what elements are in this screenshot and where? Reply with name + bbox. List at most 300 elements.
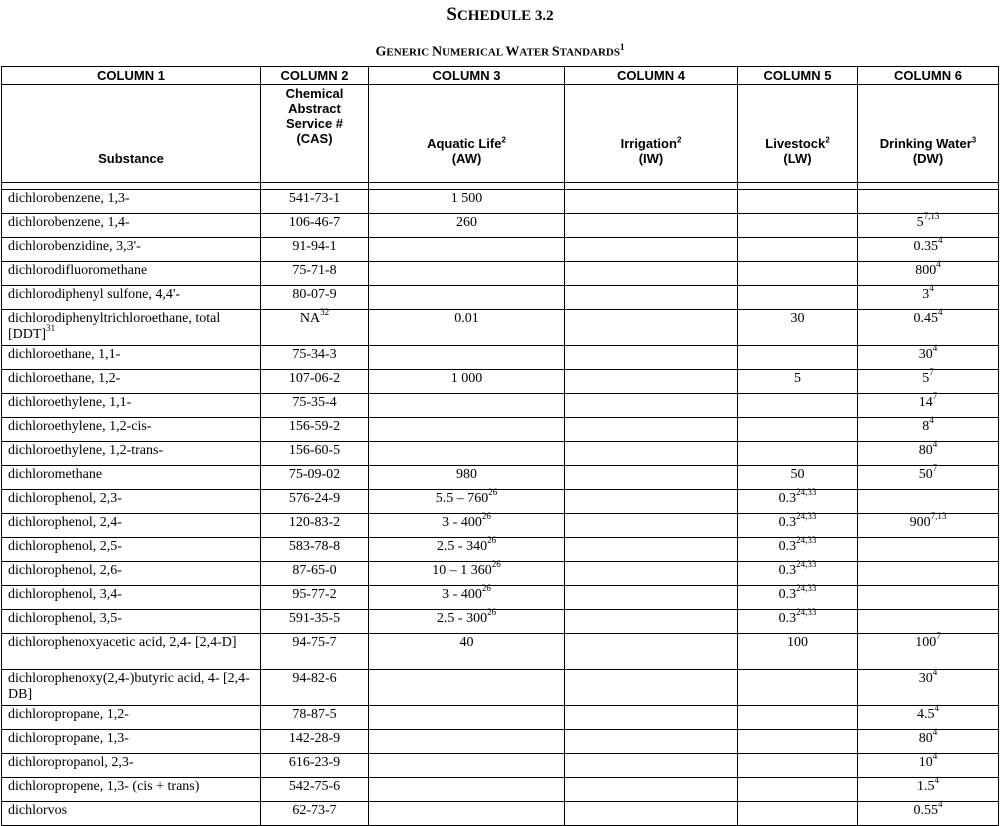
aquatic-life-cell-value: 3 - 400 bbox=[442, 587, 482, 602]
irrigation-cell bbox=[565, 394, 738, 418]
cas-cell-value: 616-23-9 bbox=[288, 755, 341, 770]
livestock-cell-value: 0.3 bbox=[778, 491, 797, 506]
table-row bbox=[2, 562, 999, 586]
aquatic-life-cell-value: 980 bbox=[456, 467, 477, 482]
cas-cell bbox=[261, 670, 369, 706]
drinking-water-cell-value: 14 bbox=[918, 395, 933, 410]
irrigation-cell bbox=[565, 190, 738, 214]
schedule-subtitle bbox=[0, 38, 1000, 62]
table-row bbox=[2, 490, 999, 514]
header-line: Drinking Water bbox=[879, 136, 972, 151]
cas-cell bbox=[261, 610, 369, 634]
livestock-cell bbox=[738, 634, 858, 670]
irrigation-cell bbox=[565, 214, 738, 238]
drinking-water-cell bbox=[858, 490, 999, 514]
cas-cell-value: 75-34-3 bbox=[292, 347, 337, 362]
cas-cell bbox=[261, 778, 369, 802]
cas-cell-value: 107-06-2 bbox=[288, 371, 341, 386]
footnote-ref: 4 bbox=[938, 307, 943, 318]
cas-cell-value: 541-73-1 bbox=[288, 191, 341, 206]
aquatic-life-cell bbox=[369, 634, 565, 670]
footnote-ref: 4 bbox=[932, 751, 938, 762]
irrigation-cell bbox=[565, 778, 738, 802]
aquatic-life-cell bbox=[369, 418, 565, 442]
table-row bbox=[2, 514, 999, 538]
drinking-water-cell bbox=[858, 586, 999, 610]
aquatic-life-cell bbox=[369, 778, 565, 802]
livestock-cell-value: 0.3 bbox=[778, 611, 797, 626]
table-row bbox=[2, 214, 999, 238]
irrigation-cell bbox=[565, 514, 738, 538]
subtitle-initial: S bbox=[551, 44, 560, 60]
column-number: COLUMN 2 bbox=[261, 67, 369, 85]
footnote-ref: 26 bbox=[487, 535, 497, 546]
table-row bbox=[2, 310, 999, 346]
cas-cell bbox=[261, 370, 369, 394]
cas-cell-value: 80-07-9 bbox=[292, 287, 337, 302]
header-line: Abstract bbox=[288, 101, 341, 116]
livestock-cell bbox=[738, 583, 858, 610]
drinking-water-cell-value: 0.45 bbox=[913, 311, 938, 326]
column-header bbox=[369, 85, 565, 183]
cas-cell bbox=[261, 802, 369, 826]
aquatic-life-cell bbox=[369, 583, 565, 610]
table-row bbox=[2, 394, 999, 418]
aquatic-life-cell-value: 1 500 bbox=[450, 191, 483, 206]
livestock-cell-value: 0.3 bbox=[778, 563, 797, 578]
footnote-ref: 4 bbox=[932, 667, 938, 678]
aquatic-life-cell-value: 2.5 - 300 bbox=[436, 611, 488, 626]
irrigation-cell bbox=[565, 286, 738, 310]
drinking-water-cell bbox=[858, 463, 999, 490]
drinking-water-cell-value: 3 bbox=[922, 287, 930, 302]
column-header bbox=[738, 85, 858, 183]
footnote-ref: 2 bbox=[825, 135, 830, 145]
aquatic-life-cell-value: 5.5 – 760 bbox=[435, 491, 489, 506]
cas-cell-value: 75-35-4 bbox=[292, 395, 337, 410]
cas-cell-value: 591-35-5 bbox=[288, 611, 341, 626]
aquatic-life-cell bbox=[369, 286, 565, 310]
table-row bbox=[2, 754, 999, 778]
livestock-cell bbox=[738, 346, 858, 370]
drinking-water-cell bbox=[858, 235, 999, 262]
footnote-ref: 4 bbox=[936, 259, 941, 270]
cas-cell-value: 156-60-5 bbox=[288, 443, 341, 458]
cas-cell-value: 120-83-2 bbox=[288, 515, 341, 530]
table-row bbox=[2, 778, 999, 802]
drinking-water-cell bbox=[858, 775, 999, 802]
table-row bbox=[2, 286, 999, 310]
substance-cell-value: dichloropropanol, 2,3- bbox=[8, 755, 134, 770]
subtitle-rest: UMERICAL bbox=[442, 46, 506, 59]
table-row bbox=[2, 262, 999, 286]
livestock-cell bbox=[738, 535, 858, 562]
cas-cell bbox=[261, 286, 369, 310]
livestock-cell bbox=[738, 466, 858, 490]
livestock-cell bbox=[738, 394, 858, 418]
footnote-ref: 7,13 bbox=[930, 511, 947, 522]
livestock-cell bbox=[738, 607, 858, 634]
substance-cell bbox=[2, 538, 261, 562]
irrigation-cell bbox=[565, 610, 738, 634]
aquatic-life-cell bbox=[369, 190, 565, 214]
drinking-water-cell bbox=[858, 562, 999, 586]
aquatic-life-cell bbox=[369, 214, 565, 238]
header-line: (AW) bbox=[451, 151, 482, 166]
subtitle-rest: TANDARDS bbox=[559, 46, 620, 59]
substance-cell-value: dichloropropane, 1,3- bbox=[8, 731, 129, 746]
cas-cell bbox=[261, 214, 369, 238]
cas-cell-value: 106-46-7 bbox=[288, 215, 341, 230]
title-initial: S bbox=[446, 4, 457, 25]
substance-cell bbox=[2, 610, 261, 634]
footnote-ref: 4 bbox=[932, 439, 938, 450]
cas-cell bbox=[261, 634, 369, 670]
livestock-cell bbox=[738, 238, 858, 262]
drinking-water-cell-value: 0.35 bbox=[913, 239, 938, 254]
header-line: Substance bbox=[98, 151, 164, 166]
substance-cell bbox=[2, 418, 261, 442]
livestock-cell bbox=[738, 262, 858, 286]
substance-cell-value: dichloroethylene, 1,1- bbox=[8, 395, 132, 410]
substance-cell-value: dichlorobenzene, 1,4- bbox=[8, 215, 130, 230]
substance-cell-value: dichlorophenoxyacetic acid, 2,4- [2,4-D] bbox=[8, 635, 237, 650]
drinking-water-cell-value: 0.55 bbox=[913, 803, 938, 818]
title-rest: CHEDULE 3.2 bbox=[456, 8, 554, 24]
drinking-water-cell bbox=[858, 667, 999, 706]
footnote-ref: 2 bbox=[676, 135, 682, 145]
subtitle-initial: G bbox=[375, 44, 387, 60]
irrigation-cell bbox=[565, 634, 738, 670]
table-row bbox=[2, 730, 999, 754]
livestock-cell bbox=[738, 418, 858, 442]
substance-cell-value: dichlorophenol, 2,3- bbox=[8, 491, 122, 506]
drinking-water-cell bbox=[858, 751, 999, 778]
cas-cell-value: 75-09-02 bbox=[288, 467, 341, 482]
substance-cell-value: dichloroethylene, 1,2-cis- bbox=[8, 419, 152, 434]
livestock-cell bbox=[738, 778, 858, 802]
footnote-ref: 4 bbox=[932, 727, 938, 738]
cas-cell bbox=[261, 586, 369, 610]
aquatic-life-cell bbox=[369, 466, 565, 490]
cas-cell-value: 91-94-1 bbox=[292, 239, 337, 254]
column-header bbox=[2, 85, 261, 183]
irrigation-cell bbox=[565, 466, 738, 490]
aquatic-life-cell bbox=[369, 370, 565, 394]
header-line: Chemical bbox=[285, 86, 344, 101]
column-number: COLUMN 5 bbox=[738, 67, 858, 85]
drinking-water-cell bbox=[858, 631, 999, 670]
footnote-ref: 7 bbox=[932, 463, 938, 474]
table-row bbox=[2, 610, 999, 634]
footnote-ref: 7 bbox=[936, 631, 941, 642]
livestock-cell bbox=[738, 670, 858, 706]
cas-cell bbox=[261, 706, 369, 730]
drinking-water-cell-value: 5 bbox=[916, 215, 924, 230]
aquatic-life-cell bbox=[369, 754, 565, 778]
aquatic-life-cell bbox=[369, 346, 565, 370]
aquatic-life-cell-value: 260 bbox=[456, 215, 477, 230]
livestock-cell-value: 0.3 bbox=[778, 587, 797, 602]
aquatic-life-cell bbox=[369, 802, 565, 826]
table-row bbox=[2, 586, 999, 610]
footnote-ref: 3 bbox=[971, 135, 977, 145]
livestock-cell bbox=[738, 286, 858, 310]
irrigation-cell bbox=[565, 238, 738, 262]
aquatic-life-cell-value: 1 000 bbox=[450, 371, 483, 386]
drinking-water-cell bbox=[858, 343, 999, 370]
substance-cell bbox=[2, 634, 261, 670]
subtitle-rest: ATER bbox=[519, 46, 552, 59]
livestock-cell bbox=[738, 802, 858, 826]
drinking-water-cell bbox=[858, 415, 999, 442]
subtitle-initial: N bbox=[431, 44, 443, 60]
drinking-water-cell-value: 30 bbox=[918, 671, 933, 686]
substance-cell-value: dichlorodiphenyltrichloroethane, total [DDT] bbox=[8, 311, 221, 342]
substance-cell-value: dichloropropene, 1,3- (cis + trans) bbox=[8, 779, 200, 794]
table-row bbox=[2, 538, 999, 562]
substance-cell bbox=[2, 286, 261, 310]
substance-cell-value: dichlorophenoxy(2,4-)butyric acid, 4- [2,4-DB] bbox=[8, 671, 250, 702]
livestock-cell bbox=[738, 559, 858, 586]
substance-cell-value: dichlorophenol, 2,4- bbox=[8, 515, 122, 530]
substance-cell bbox=[2, 802, 261, 826]
cas-cell-value: 576-24-9 bbox=[288, 491, 341, 506]
substance-cell-value: dichlorophenol, 2,6- bbox=[8, 563, 122, 578]
subtitle-rest: ENERIC bbox=[386, 46, 432, 59]
cas-cell bbox=[261, 562, 369, 586]
schedule-title bbox=[0, 4, 1000, 27]
drinking-water-cell-value: 10 bbox=[918, 755, 933, 770]
irrigation-cell bbox=[565, 538, 738, 562]
livestock-cell bbox=[738, 310, 858, 346]
irrigation-cell bbox=[565, 418, 738, 442]
livestock-cell-value: 0.3 bbox=[778, 539, 797, 554]
drinking-water-cell-value: 5 bbox=[922, 371, 930, 386]
table-row bbox=[2, 370, 999, 394]
irrigation-cell bbox=[565, 754, 738, 778]
footnote-ref: 4 bbox=[929, 283, 934, 294]
livestock-cell-value: 100 bbox=[787, 635, 808, 650]
cas-cell bbox=[261, 190, 369, 214]
footnote-ref: 7,13 bbox=[923, 211, 940, 222]
footnote-ref: 7 bbox=[929, 367, 934, 378]
footnote-ref: 4 bbox=[934, 775, 939, 786]
cas-cell bbox=[261, 754, 369, 778]
footnote-ref: 1 bbox=[619, 42, 625, 52]
substance-cell-value: dichlorobenzene, 1,3- bbox=[8, 191, 130, 206]
substance-cell bbox=[2, 238, 261, 262]
drinking-water-cell-value: 900 bbox=[909, 515, 931, 530]
cas-cell-value: 94-75-7 bbox=[292, 635, 337, 650]
substance-cell bbox=[2, 370, 261, 394]
cas-cell bbox=[261, 346, 369, 370]
substance-cell-value: dichlorvos bbox=[8, 803, 68, 818]
drinking-water-cell bbox=[858, 367, 999, 394]
footnote-ref: 24,33 bbox=[796, 535, 817, 546]
cas-cell bbox=[261, 307, 369, 346]
header-line: Livestock bbox=[765, 136, 826, 151]
substance-cell bbox=[2, 514, 261, 538]
drinking-water-cell bbox=[858, 610, 999, 634]
drinking-water-cell-value: 8 bbox=[922, 419, 930, 434]
substance-cell bbox=[2, 706, 261, 730]
subtitle-initial: W bbox=[505, 44, 520, 60]
cas-cell-value: 142-28-9 bbox=[288, 731, 341, 746]
drinking-water-cell-value: 100 bbox=[915, 635, 937, 650]
aquatic-life-cell bbox=[369, 607, 565, 634]
livestock-cell bbox=[738, 754, 858, 778]
cas-cell bbox=[261, 442, 369, 466]
drinking-water-cell bbox=[858, 703, 999, 730]
livestock-cell bbox=[738, 730, 858, 754]
footnote-ref: 24,33 bbox=[796, 487, 817, 498]
footnote-ref: 24,33 bbox=[796, 511, 817, 522]
table-row bbox=[2, 442, 999, 466]
aquatic-life-cell bbox=[369, 238, 565, 262]
substance-cell bbox=[2, 310, 261, 346]
footnote-ref: 24,33 bbox=[796, 607, 817, 618]
livestock-cell-value: 0.3 bbox=[778, 515, 797, 530]
aquatic-life-cell bbox=[369, 487, 565, 514]
header-line: (IW) bbox=[638, 151, 664, 166]
column-number: COLUMN 4 bbox=[565, 67, 738, 85]
substance-cell bbox=[2, 778, 261, 802]
substance-cell-value: dichlorodifluoromethane bbox=[8, 263, 148, 278]
substance-cell bbox=[2, 214, 261, 238]
drinking-water-cell bbox=[858, 799, 999, 826]
aquatic-life-cell bbox=[369, 706, 565, 730]
footnote-ref: 2 bbox=[501, 135, 506, 145]
footnote-ref: 7 bbox=[932, 391, 938, 402]
substance-cell-value: dichlorophenol, 3,5- bbox=[8, 611, 122, 626]
table-row bbox=[2, 706, 999, 730]
column-number: COLUMN 1 bbox=[2, 67, 261, 85]
cas-cell-value: 94-82-6 bbox=[292, 671, 337, 686]
cas-cell bbox=[261, 418, 369, 442]
header-line: Service # bbox=[285, 116, 344, 131]
column-number-row bbox=[2, 67, 999, 85]
livestock-cell-value: 30 bbox=[790, 311, 805, 326]
drinking-water-cell-value: 800 bbox=[915, 263, 937, 278]
substance-cell-value: dichloroethane, 1,1- bbox=[8, 347, 121, 362]
cas-cell-value: 95-77-2 bbox=[292, 587, 337, 602]
table-row bbox=[2, 190, 999, 214]
irrigation-cell bbox=[565, 310, 738, 346]
aquatic-life-cell bbox=[369, 394, 565, 418]
header-line: (CAS) bbox=[296, 131, 333, 146]
drinking-water-cell bbox=[858, 283, 999, 310]
column-header bbox=[858, 85, 999, 183]
irrigation-cell bbox=[565, 706, 738, 730]
cas-cell bbox=[261, 394, 369, 418]
footnote-ref: 26 bbox=[481, 583, 491, 594]
substance-cell bbox=[2, 754, 261, 778]
drinking-water-cell bbox=[858, 511, 999, 538]
drinking-water-cell-value: 4.5 bbox=[917, 707, 935, 722]
table-row bbox=[2, 466, 999, 490]
header-line: (DW) bbox=[912, 151, 944, 166]
substance-cell-value: dichloroethylene, 1,2-trans- bbox=[8, 443, 164, 458]
drinking-water-cell bbox=[858, 307, 999, 346]
irrigation-cell bbox=[565, 670, 738, 706]
aquatic-life-cell bbox=[369, 511, 565, 538]
cas-cell bbox=[261, 514, 369, 538]
irrigation-cell bbox=[565, 490, 738, 514]
substance-cell bbox=[2, 346, 261, 370]
footnote-ref: 26 bbox=[481, 511, 491, 522]
substance-cell-value: dichloropropane, 1,2- bbox=[8, 707, 129, 722]
livestock-cell-value: 50 bbox=[790, 467, 805, 482]
water-standards-table bbox=[1, 66, 999, 826]
drinking-water-cell bbox=[858, 259, 999, 286]
column-number: COLUMN 6 bbox=[858, 67, 999, 85]
cas-cell bbox=[261, 238, 369, 262]
irrigation-cell bbox=[565, 262, 738, 286]
aquatic-life-cell bbox=[369, 310, 565, 346]
irrigation-cell bbox=[565, 730, 738, 754]
cas-cell bbox=[261, 730, 369, 754]
livestock-cell bbox=[738, 706, 858, 730]
substance-cell bbox=[2, 586, 261, 610]
footnote-ref: 4 bbox=[938, 235, 943, 246]
irrigation-cell bbox=[565, 442, 738, 466]
footnote-ref: 26 bbox=[491, 559, 501, 570]
table-row bbox=[2, 802, 999, 826]
irrigation-cell bbox=[565, 346, 738, 370]
aquatic-life-cell bbox=[369, 535, 565, 562]
aquatic-life-cell bbox=[369, 559, 565, 586]
irrigation-cell bbox=[565, 370, 738, 394]
column-header bbox=[565, 85, 738, 183]
table-row bbox=[2, 418, 999, 442]
aquatic-life-cell bbox=[369, 730, 565, 754]
header-line: (LW) bbox=[783, 151, 812, 166]
drinking-water-cell bbox=[858, 190, 999, 214]
table-row bbox=[2, 634, 999, 670]
cas-cell-value: 583-78-8 bbox=[288, 539, 341, 554]
irrigation-cell bbox=[565, 562, 738, 586]
livestock-cell bbox=[738, 511, 858, 538]
livestock-cell bbox=[738, 442, 858, 466]
irrigation-cell bbox=[565, 802, 738, 826]
substance-cell-value: dichloromethane bbox=[8, 467, 103, 482]
aquatic-life-cell-value: 2.5 - 340 bbox=[436, 539, 488, 554]
aquatic-life-cell bbox=[369, 262, 565, 286]
drinking-water-cell bbox=[858, 538, 999, 562]
aquatic-life-cell-value: 10 – 1 360 bbox=[432, 563, 492, 578]
footnote-ref: 26 bbox=[488, 487, 498, 498]
footnote-ref: 32 bbox=[320, 307, 330, 318]
drinking-water-cell-value: 50 bbox=[918, 467, 933, 482]
footnote-ref: 4 bbox=[929, 415, 934, 426]
footnote-ref: 4 bbox=[932, 343, 938, 354]
substance-cell bbox=[2, 466, 261, 490]
drinking-water-cell bbox=[858, 211, 999, 238]
livestock-cell-value: 5 bbox=[794, 371, 801, 386]
header-line: Irrigation bbox=[620, 136, 677, 151]
table-row bbox=[2, 346, 999, 370]
drinking-water-cell-value: 1.5 bbox=[917, 779, 935, 794]
substance-cell bbox=[2, 442, 261, 466]
substance-cell-value: dichlorophenol, 2,5- bbox=[8, 539, 122, 554]
substance-cell bbox=[2, 670, 261, 706]
aquatic-life-cell-value: 0.01 bbox=[454, 311, 479, 326]
column-number: COLUMN 3 bbox=[369, 67, 565, 85]
footnote-ref: 4 bbox=[938, 799, 943, 810]
substance-cell-value: dichlorophenol, 3,4- bbox=[8, 587, 122, 602]
irrigation-cell bbox=[565, 586, 738, 610]
